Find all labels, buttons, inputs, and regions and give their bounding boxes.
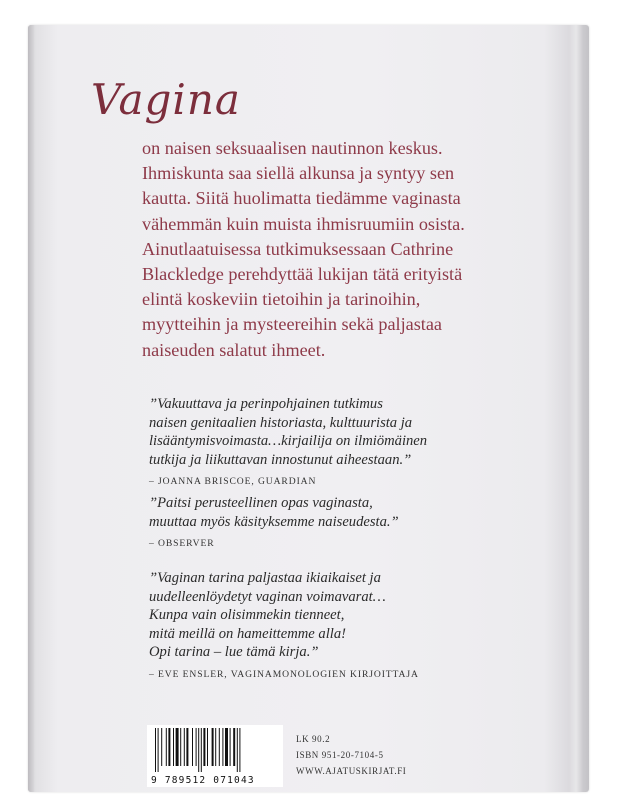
quote-attribution: – OBSERVER [149,538,215,550]
quote-line: ”Paitsi perusteellinen opas vaginasta, [149,495,373,511]
barcode-bar [203,728,205,766]
quote-line: uudelleenlöydetyt vaginan voimavarat… [149,588,386,605]
barcode-bar [158,728,159,772]
blurb-line: elintä koskeviin tietoihin ja tarinoihin, [142,289,421,310]
barcode-bar [184,728,185,766]
barcode-bar [161,728,162,766]
barcode-bar [239,728,240,772]
barcode-bar [233,728,235,766]
blurb-line: Ainutlaatuisessa tutkimuksessaan Cathrine [142,238,454,259]
spine-edge [28,25,34,792]
library-class: LK 90.2 [296,734,331,744]
barcode-bar [180,728,181,766]
quote-line: muuttaa myös käsityksemme naiseudesta.” [149,513,399,530]
blurb-line: myytteihin ja mysteereihin sekä paljastaa [142,314,442,335]
barcode [147,725,283,787]
barcode-bar [222,728,223,766]
barcode-bar [237,728,238,772]
barcode-bar [166,728,167,766]
quote-attribution: – EVE ENSLER, VAGINAMONOLOGIEN KIRJOITTAJA [149,668,419,680]
quote-line: tutkija ja liikuttavan innostunut aiheestaan.” [149,451,412,468]
barcode-bar [225,728,228,766]
blurb-line: vähemmän kuin muista ihmisruumiin osista. [142,213,465,234]
blurb-line: on naisen seksuaalisen nautinnon keskus. [142,138,443,158]
review-quote-observer [149,494,549,554]
quote-attribution: – JOANNA BRISCOE, GUARDIAN [149,476,317,488]
plastic-wrap-gloss [569,25,583,792]
barcode-bar [201,728,202,772]
quote-line: naisen genitaalien historiasta, kulttuurista ja [149,414,413,431]
barcode-bar [219,728,220,766]
quote-line: Kunpa vain olisimmekin tienneet, [149,607,345,624]
blurb-line: naiseuden salatut ihmeet. [142,339,326,360]
barcode-bar [186,728,188,766]
barcode-bar [173,728,174,766]
review-quote-briscoe [149,395,549,492]
quote-line: Opi tarina – lue tämä kirja.” [149,644,319,661]
barcode-bar [207,728,208,766]
book-back-cover [28,25,589,792]
quote-line: ”Vakuuttava ja perinpohjainen tutkimus [149,396,383,412]
quote-line: lisääntymisvoimasta…kirjailija on ilmiömäinen [149,433,428,450]
barcode-bar [215,728,216,766]
barcode-bar [176,728,179,766]
barcode-bar [168,728,170,766]
quote-line: ”Vaginan tarina paljastaa ikiaikaiset ja [149,570,381,586]
blurb-line: kautta. Siitä huolimatta tiedämme vaginasta [142,188,461,209]
barcode-bars [153,728,277,772]
quote-line: mitä meillä on hameittemme alla! [149,625,346,642]
barcode-bar [230,728,231,766]
barcode-number: 9 789512 071043 [151,775,255,786]
isbn: ISBN 951-20-7104-5 [296,750,384,760]
barcode-bar [198,728,199,772]
book-info [296,731,406,779]
barcode-bar [212,728,214,766]
barcode-bar [196,728,197,766]
book-title: Vagina [91,75,241,124]
blurb-line: Ihmiskunta saa siellä alkunsa ja syntyy sen [142,163,455,184]
blurb-line: Blackledge perehdyttää lukijan tätä erityistä [142,264,463,285]
review-quote-ensler [149,569,549,685]
barcode-bar [192,728,193,766]
publisher-url: WWW.AJATUSKIRJAT.FI [296,766,407,776]
barcode-bar [155,728,156,772]
blurb [142,136,562,363]
